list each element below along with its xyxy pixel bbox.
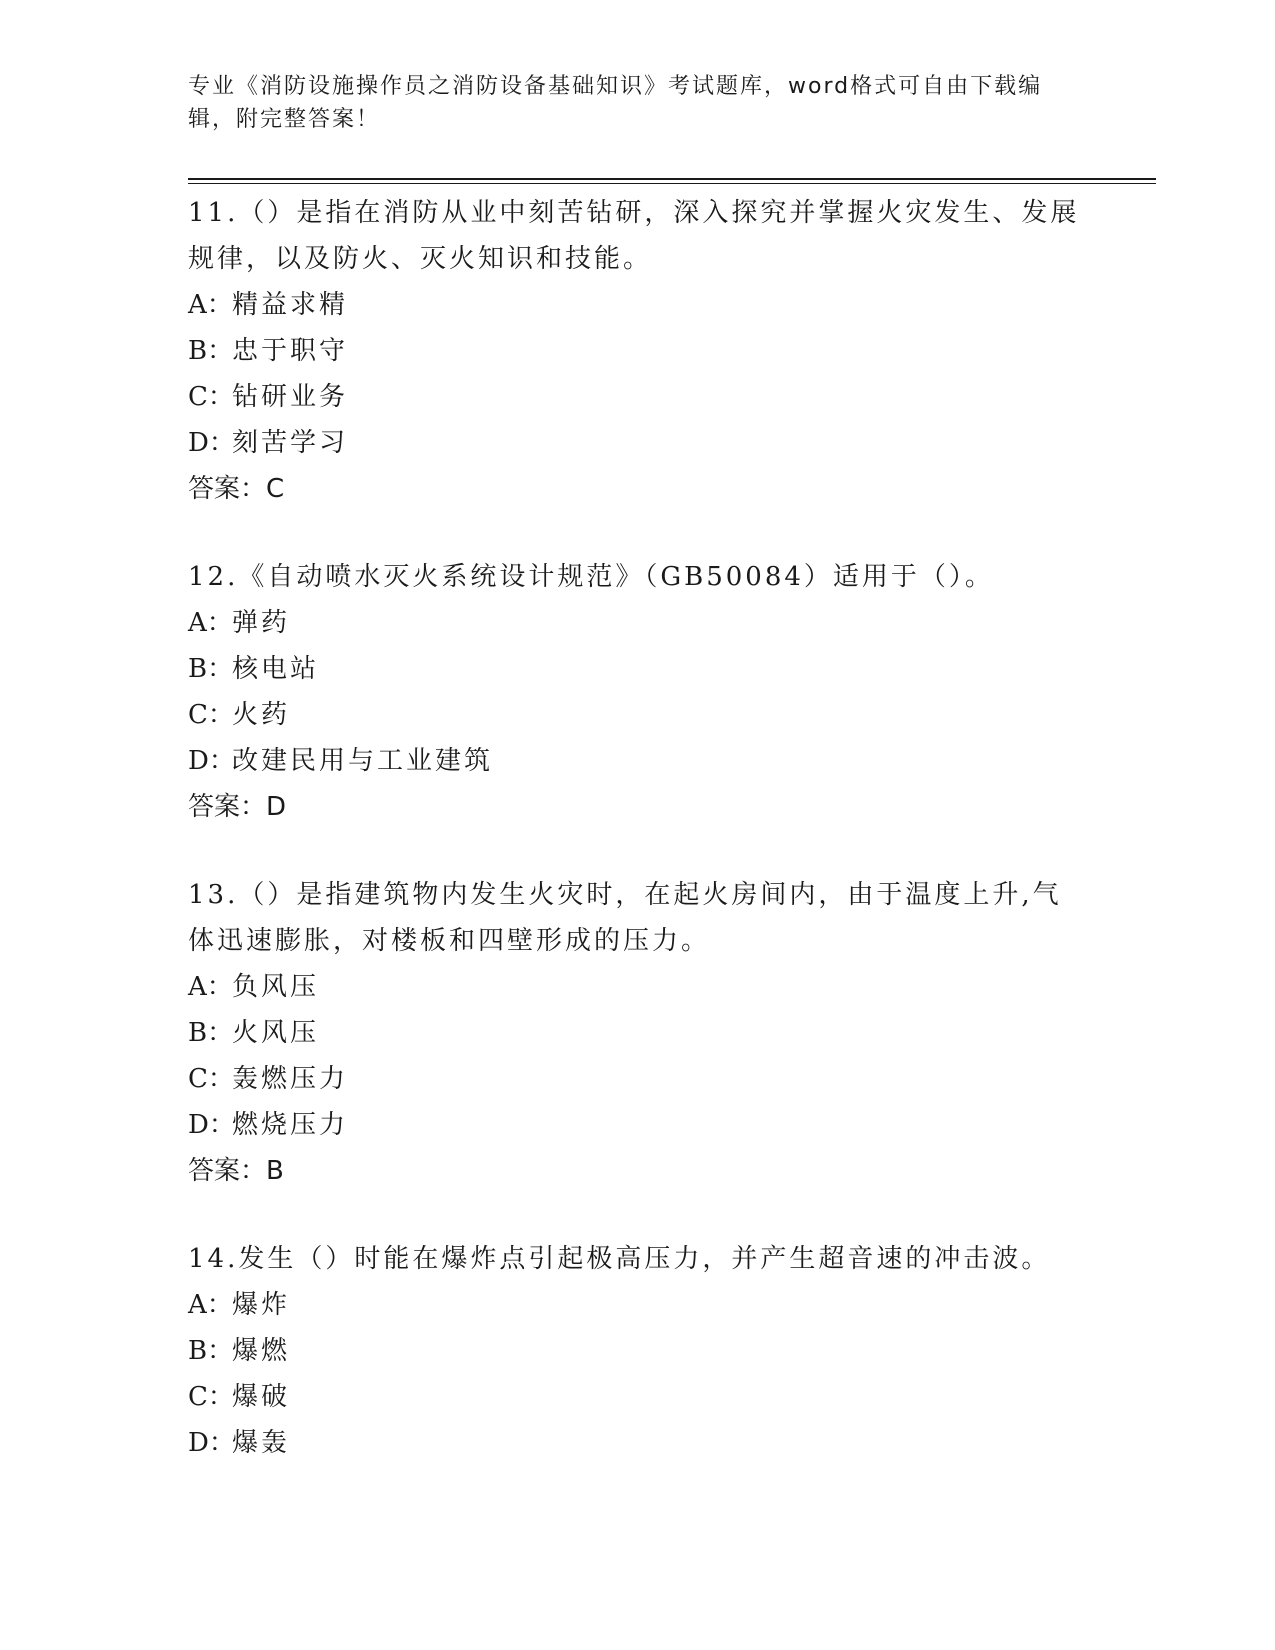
option-d bbox=[188, 420, 1088, 466]
option-letter: A： bbox=[188, 290, 233, 320]
option-letter: D： bbox=[188, 1428, 235, 1458]
option-text: 爆燃 bbox=[232, 1336, 291, 1366]
page-header bbox=[188, 70, 1088, 136]
option-d bbox=[188, 1102, 1088, 1148]
option-a bbox=[188, 282, 1088, 328]
header-divider-thick bbox=[188, 178, 1156, 180]
option-b bbox=[188, 1328, 1088, 1374]
option-letter: B： bbox=[188, 1018, 234, 1048]
question-14 bbox=[188, 1236, 1088, 1466]
header-line-2: 辑，附完整答案！ bbox=[188, 107, 381, 132]
option-letter: D： bbox=[188, 1110, 235, 1140]
option-text: 弹药 bbox=[232, 608, 291, 638]
question-12 bbox=[188, 554, 1088, 830]
option-letter: D： bbox=[188, 746, 235, 776]
question-stem-line: 12.《自动喷水灭火系统设计规范》（GB50084）适用于（）。 bbox=[188, 562, 994, 592]
question-stem-line: 体迅速膨胀，对楼板和四壁形成的压力。 bbox=[188, 926, 711, 956]
answer-line: 答案：C bbox=[188, 474, 285, 504]
question-stem-line: 13.（）是指建筑物内发生火灾时，在起火房间内，由于温度上升,气 bbox=[188, 880, 1062, 910]
question-stem-line: 规律，以及防火、灭火知识和技能。 bbox=[188, 244, 653, 274]
option-letter: B： bbox=[188, 654, 234, 684]
option-text: 刻苦学习 bbox=[232, 428, 349, 458]
option-text: 爆轰 bbox=[232, 1428, 291, 1458]
option-a bbox=[188, 600, 1088, 646]
option-letter: C： bbox=[188, 382, 234, 412]
option-text: 燃烧压力 bbox=[232, 1110, 349, 1140]
answer-line: 答案：B bbox=[188, 1156, 284, 1186]
option-c bbox=[188, 692, 1088, 738]
option-letter: B： bbox=[188, 1336, 234, 1366]
option-c bbox=[188, 374, 1088, 420]
question-stem-line: 14.发生（）时能在爆炸点引起极高压力，并产生超音速的冲击波。 bbox=[188, 1244, 1051, 1274]
option-letter: A： bbox=[188, 1290, 233, 1320]
option-d bbox=[188, 738, 1088, 784]
option-text: 轰燃压力 bbox=[232, 1064, 349, 1094]
option-text: 负风压 bbox=[232, 972, 320, 1002]
option-c bbox=[188, 1056, 1088, 1102]
option-text: 爆炸 bbox=[232, 1290, 291, 1320]
option-b bbox=[188, 646, 1088, 692]
option-text: 精益求精 bbox=[232, 290, 349, 320]
option-letter: C： bbox=[188, 1064, 234, 1094]
question-11 bbox=[188, 190, 1088, 512]
question-stem-line: 11.（）是指在消防从业中刻苦钻研，深入探究并掌握火灾发生、发展 bbox=[188, 198, 1080, 228]
option-d bbox=[188, 1420, 1088, 1466]
option-b bbox=[188, 328, 1088, 374]
header-line-1: 专业《消防设施操作员之消防设备基础知识》考试题库，word格式可自由下载编 bbox=[188, 74, 1043, 99]
option-letter: A： bbox=[188, 972, 233, 1002]
option-b bbox=[188, 1010, 1088, 1056]
option-letter: C： bbox=[188, 700, 234, 730]
option-letter: C： bbox=[188, 1382, 234, 1412]
option-text: 核电站 bbox=[232, 654, 320, 684]
option-text: 钻研业务 bbox=[232, 382, 349, 412]
option-c bbox=[188, 1374, 1088, 1420]
option-a bbox=[188, 1282, 1088, 1328]
option-text: 爆破 bbox=[232, 1382, 291, 1412]
option-letter: D： bbox=[188, 428, 235, 458]
header-divider-thin bbox=[188, 183, 1156, 184]
option-a bbox=[188, 964, 1088, 1010]
option-text: 火风压 bbox=[232, 1018, 320, 1048]
option-text: 火药 bbox=[232, 700, 291, 730]
option-letter: A： bbox=[188, 608, 233, 638]
question-list bbox=[188, 190, 1088, 1508]
option-letter: B： bbox=[188, 336, 234, 366]
option-text: 忠于职守 bbox=[232, 336, 349, 366]
answer-line: 答案：D bbox=[188, 792, 287, 822]
question-13 bbox=[188, 872, 1088, 1194]
option-text: 改建民用与工业建筑 bbox=[232, 746, 494, 776]
